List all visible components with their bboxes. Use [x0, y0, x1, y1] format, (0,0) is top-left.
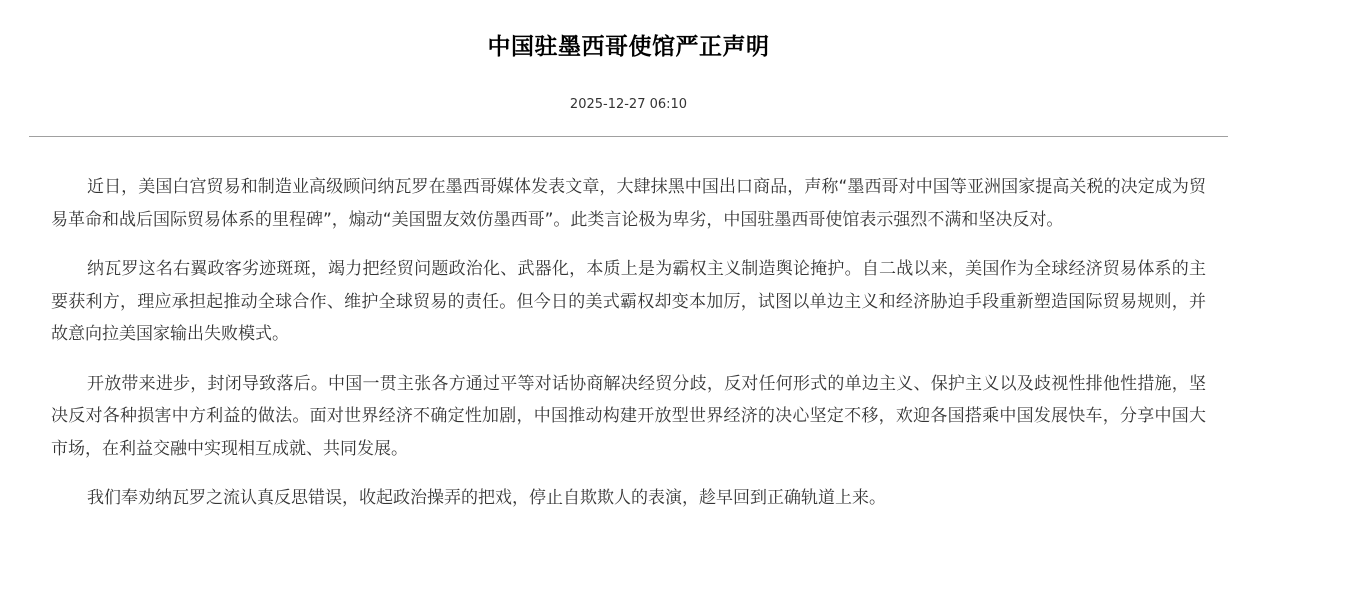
paragraph: 开放带来进步，封闭导致落后。中国一贯主张各方通过平等对话协商解决经贸分歧，反对任何形式的单边主义、保护主义以及歧视性排他性措施，坚决反对各种损害中方利益的做法。面对世界经济不确定性加剧，中国推动构建开放型世界经济的决心坚定不移，欢迎各国搭乘中国发展快车，分享中国大市场，在利益交融中实现相互成就、共同发展。	[51, 373, 1206, 459]
article-body	[29, 171, 1228, 515]
title-divider	[29, 136, 1228, 137]
article-title: 中国驻墨西哥使馆严正声明	[487, 34, 770, 60]
paragraph: 纳瓦罗这名右翼政客劣迹斑斑，竭力把经贸问题政治化、武器化，本质上是为霸权主义制造舆论掩护。自二战以来，美国作为全球经济贸易体系的主要获利方，理应承担起推动全球合作、维护全球贸易的责任。但今日的美式霸权却变本加厉，试图以单边主义和经济胁迫手段重新塑造国际贸易规则，并故意向拉美国家输出失败模式。	[51, 259, 1206, 344]
paragraph: 我们奉劝纳瓦罗之流认真反思错误，收起政治操弄的把戏，停止自欺欺人的表演，趁早回到正确轨道上来。	[87, 488, 886, 508]
article	[29, 0, 1228, 532]
publish-date: 2025-12-27 06:10	[569, 97, 688, 112]
paragraph: 近日，美国白宫贸易和制造业高级顾问纳瓦罗在墨西哥媒体发表文章，大肆抹黑中国出口商品，声称“墨西哥对中国等亚洲国家提高关税的决定成为贸易革命和战后国际贸易体系的里程碑”，煽动“美国盟友效仿墨西哥”。此类言论极为卑劣，中国驻墨西哥使馆表示强烈不满和坚决反对。	[51, 177, 1206, 230]
